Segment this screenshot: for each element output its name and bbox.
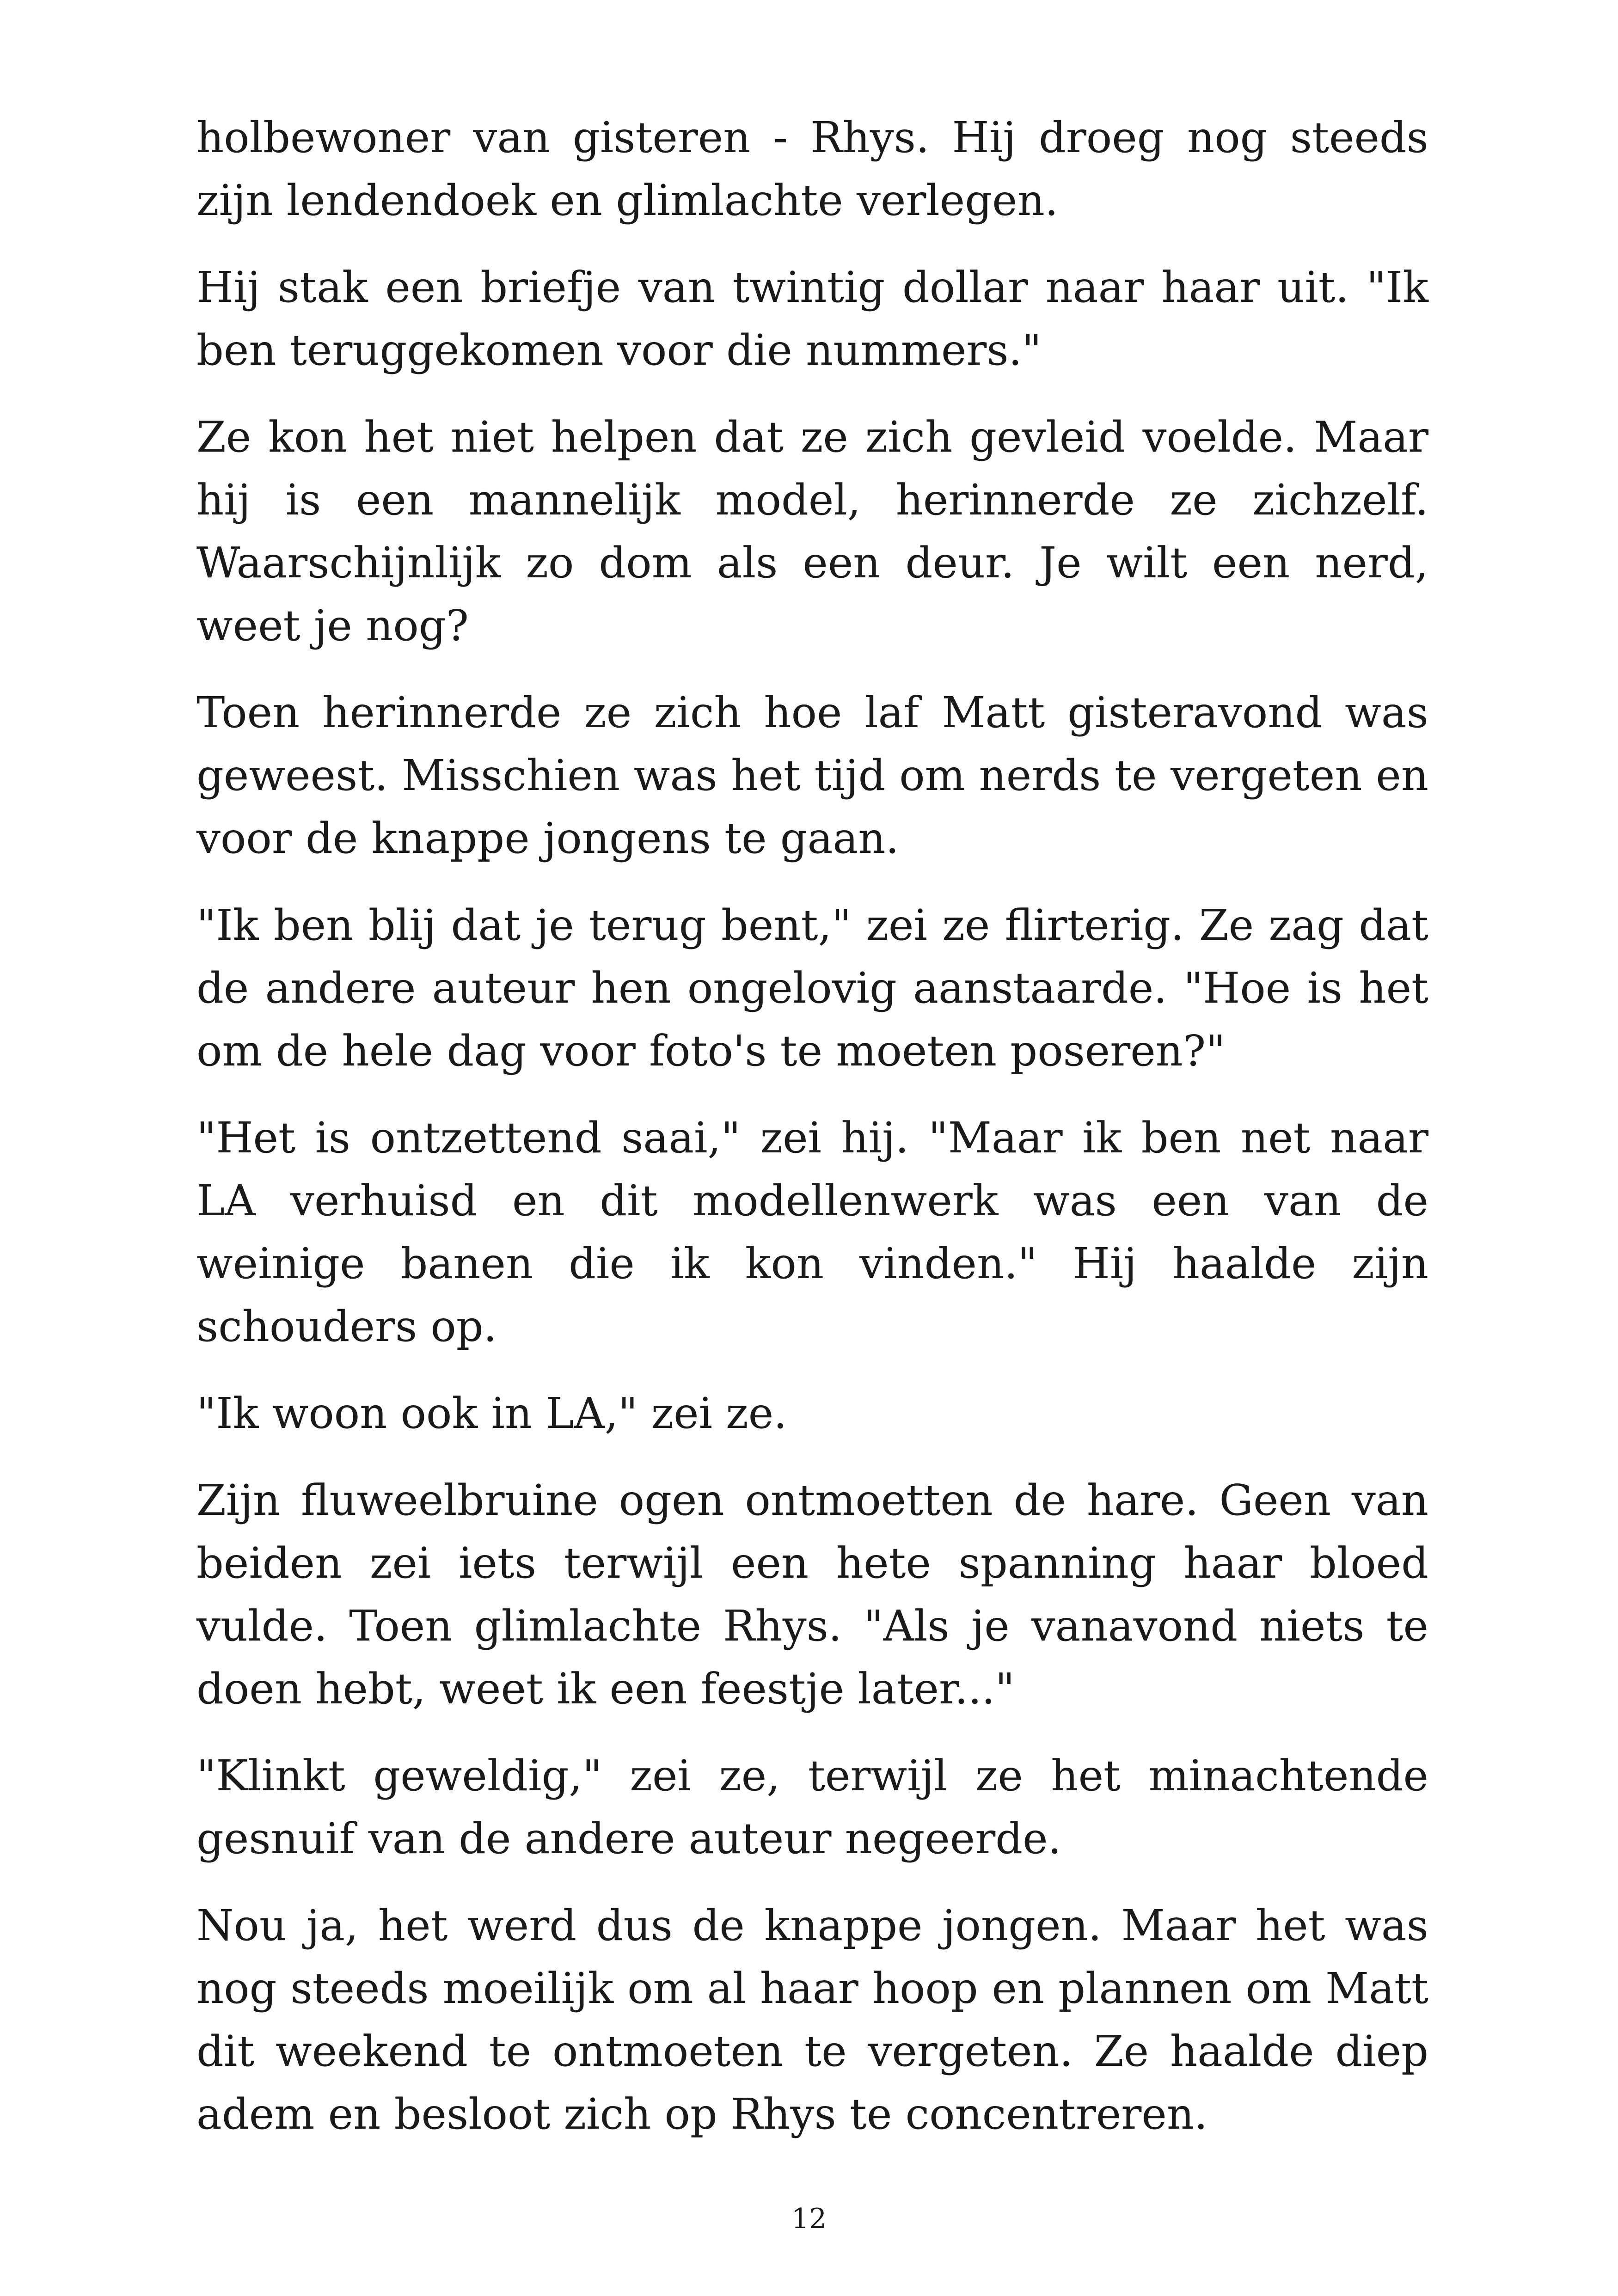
body-text (196, 106, 1428, 2170)
paragraph: Zijn fluweelbruine ogen ontmoetten de hare. Geen van beiden zei iets terwijl een hete spanning haar bloed vulde. Toen glimlachte Rhys. "Als je vanavond niets te doen hebt, weet ik een feestje later..." (196, 1476, 1428, 1714)
paragraph: Toen herinnerde ze zich hoe laf Matt gisteravond was geweest. Misschien was het tijd om nerds te vergeten en voor de knappe jongens te gaan. (196, 688, 1428, 863)
paragraph: "Klinkt geweldig," zei ze, terwijl ze het minachtende gesnuif van de andere auteur negeerde. (196, 1751, 1428, 1863)
paragraph: "Het is ontzettend saai," zei hij. "Maar ik ben net naar LA verhuisd en dit modellenwerk was een van de weinige banen die ik kon vinden." Hij haalde zijn schouders op. (196, 1113, 1428, 1351)
paragraph: "Ik woon ook in LA," zei ze. (196, 1389, 787, 1438)
paragraph: Ze kon het niet helpen dat ze zich gevleid voelde. Maar hij is een mannelijk model, herinnerde ze zichzelf. Waarschijnlijk zo dom als een deur. Je wilt een nerd, weet je nog? (196, 412, 1428, 650)
paragraph: holbewoner van gisteren - Rhys. Hij droeg nog steeds zijn lendendoek en glimlachte verlegen. (196, 113, 1428, 225)
paragraph: Hij stak een briefje van twintig dollar naar haar uit. "Ik ben teruggekomen voor die nummers." (196, 263, 1428, 375)
paragraph: "Ik ben blij dat je terug bent," zei ze flirterig. Ze zag dat de andere auteur hen ongelovig aanstaarde. "Hoe is het om de hele dag voor foto's te moeten poseren?" (196, 900, 1428, 1076)
page-number: 12 (791, 2203, 827, 2235)
paragraph: Nou ja, het werd dus de knappe jongen. Maar het was nog steeds moeilijk om al haar hoop en plannen om Matt dit weekend te ontmoeten te vergeten. Ze haalde diep adem en besloot zich op Rhys te concentreren. (196, 1901, 1428, 2139)
